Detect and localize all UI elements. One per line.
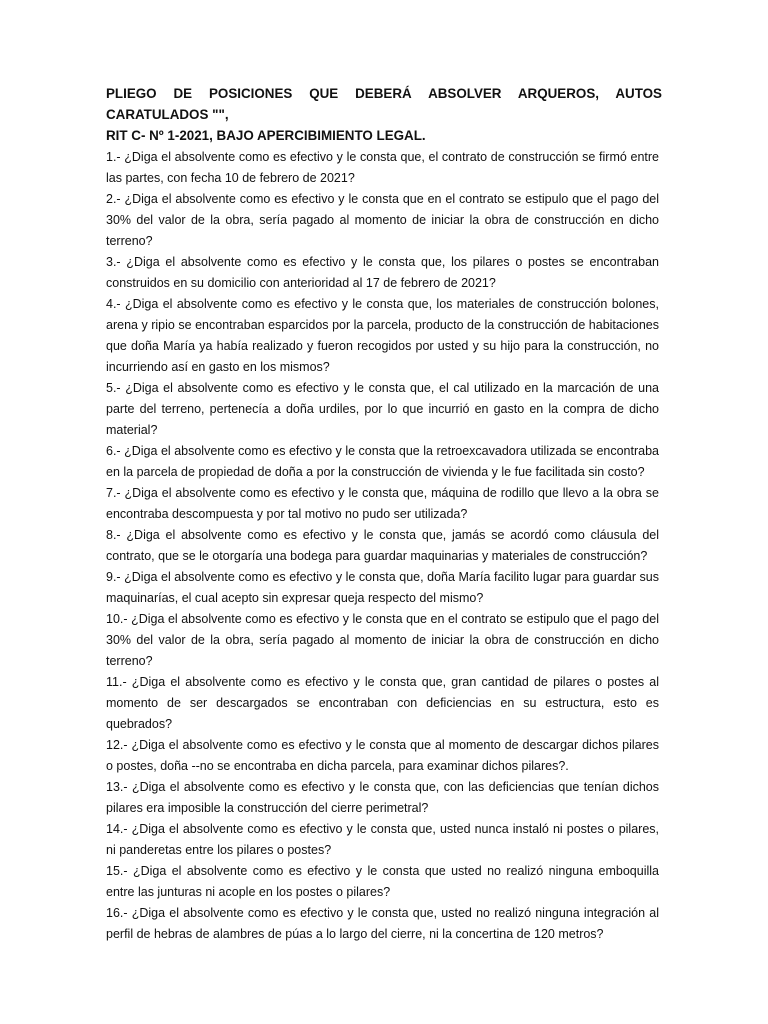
question-item: 10.- ¿Diga el absolvente como es efectivo y le consta que en el contrato se estipulo que el pago del 30% del valor de la obra, sería pagado al momento de iniciar la obra de construcción en dicho terreno? <box>106 612 659 668</box>
title-line-1: PLIEGO DE POSICIONES QUE DEBERÁ ABSOLVER ARQUEROS, AUTOS CARATULADOS "", <box>106 86 662 122</box>
question-item: 6.- ¿Diga el absolvente como es efectivo y le consta que la retroexcavadora utilizada se encontraba en la parcela de propiedad de doña a por la construcción de vivienda y le fue facilitada sin costo? <box>106 444 659 479</box>
question-item: 7.- ¿Diga el absolvente como es efectivo y le consta que, máquina de rodillo que llevo a la obra se encontraba descompuesta y por tal motivo no pudo ser utilizada? <box>106 486 659 521</box>
question-item: 1.- ¿Diga el absolvente como es efectivo y le consta que, el contrato de construcción se firmó entre las partes, con fecha 10 de febrero de 2021? <box>106 150 659 185</box>
question-item: 2.- ¿Diga el absolvente como es efectivo y le consta que en el contrato se estipulo que el pago del 30% del valor de la obra, sería pagado al momento de iniciar la obra de construcción en dicho terreno? <box>106 192 659 248</box>
document-title <box>106 83 662 146</box>
question-item: 5.- ¿Diga el absolvente como es efectivo y le consta que, el cal utilizado en la marcación de una parte del terreno, pertenecía a doña urdiles, por lo que incurrió en gasto en la compra de dicho material? <box>106 381 659 437</box>
question-item: 13.- ¿Diga el absolvente como es efectivo y le consta que, con las deficiencias que tenían dichos pilares era imposible la construcción del cierre perimetral? <box>106 780 659 815</box>
question-item: 15.- ¿Diga el absolvente como es efectivo y le consta que usted no realizó ninguna emboquilla entre las junturas ni acople en los postes o pilares? <box>106 864 659 899</box>
title-line-2: RIT C- Nº 1-2021, BAJO APERCIBIMIENTO LEGAL. <box>106 128 426 143</box>
question-item: 11.- ¿Diga el absolvente como es efectivo y le consta que, gran cantidad de pilares o postes al momento de ser descargados se encontraban con deficiencias en su estructura, esto es quebrados? <box>106 675 659 731</box>
question-item: 14.- ¿Diga el absolvente como es efectivo y le consta que, usted nunca instaló ni postes o pilares, ni panderetas entre los pilares o postes? <box>106 822 659 857</box>
question-item: 3.- ¿Diga el absolvente como es efectivo y le consta que, los pilares o postes se encontraban construidos en su domicilio con anterioridad al 17 de febrero de 2021? <box>106 255 659 290</box>
question-item: 9.- ¿Diga el absolvente como es efectivo y le consta que, doña María facilito lugar para guardar sus maquinarías, el cual acepto sin expresar queja respecto del mismo? <box>106 570 659 605</box>
question-item: 12.- ¿Diga el absolvente como es efectivo y le consta que al momento de descargar dichos pilares o postes, doña --no se encontraba en dicha parcela, para examinar dichos pilares?. <box>106 738 659 773</box>
question-item: 8.- ¿Diga el absolvente como es efectivo y le consta que, jamás se acordó como cláusula del contrato, que se le otorgaría una bodega para guardar maquinarias y materiales de construcción? <box>106 528 659 563</box>
question-list <box>106 147 659 945</box>
question-item: 16.- ¿Diga el absolvente como es efectivo y le consta que, usted no realizó ninguna integración al perfil de hebras de alambres de púas a lo largo del cierre, ni la concertina de 120 metros? <box>106 906 659 941</box>
question-item: 4.- ¿Diga el absolvente como es efectivo y le consta que, los materiales de construcción bolones, arena y ripio se encontraban esparcidos por la parcela, producto de la construcción de habitaciones que doña María ya había realizado y fueron recogidos por usted y su hijo para la construcción, no incurriendo así en gasto en los mismos? <box>106 297 659 374</box>
